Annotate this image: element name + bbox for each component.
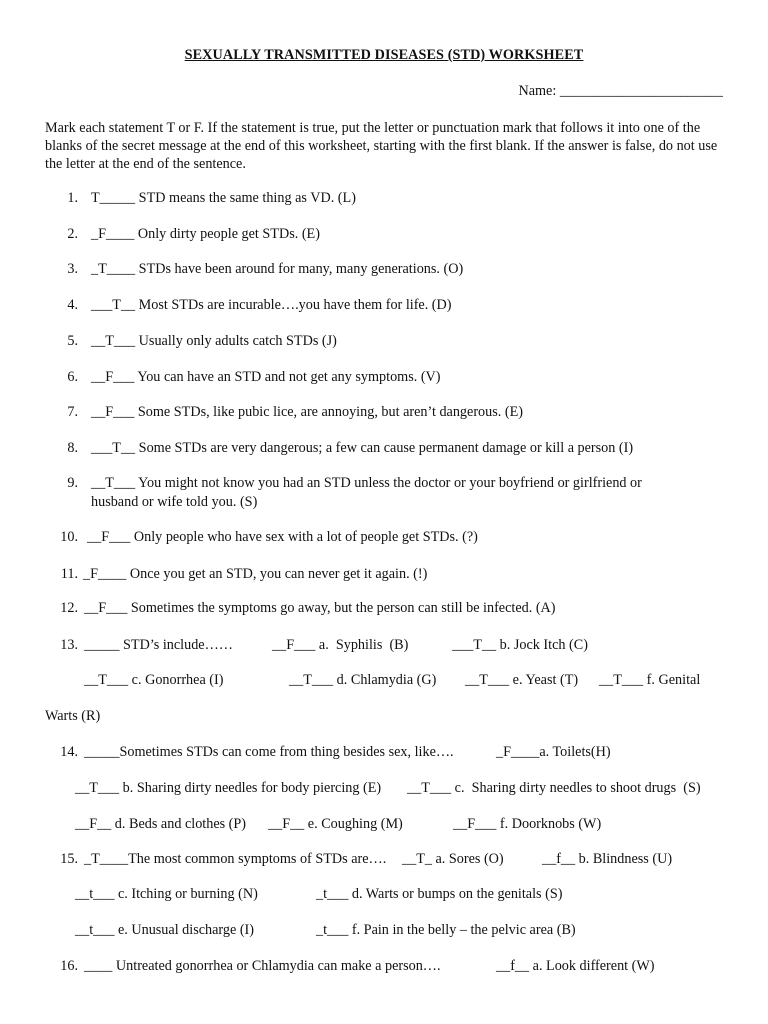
option-d: __T___ d. Chlamydia (G) bbox=[289, 672, 437, 688]
option-b: __f__ b. Blindness (U) bbox=[542, 851, 673, 867]
question-text: _T____ STDs have been around for many, many generations. (O) bbox=[91, 261, 464, 277]
question-text: ___T__ Most STDs are incurable….you have them for life. (D) bbox=[91, 297, 452, 313]
option-a: __f__ a. Look different (W) bbox=[496, 958, 655, 974]
question-number: 4. bbox=[67, 297, 78, 313]
question-number: 13. bbox=[60, 637, 78, 653]
option-f: __T___ f. Genital bbox=[599, 672, 701, 688]
question-number: 2. bbox=[67, 226, 78, 242]
question-number: 15. bbox=[60, 851, 78, 867]
question-number: 7. bbox=[67, 404, 78, 420]
name-field[interactable]: Name: _______________________ bbox=[518, 83, 723, 99]
question-text-continued: husband or wife told you. (S) bbox=[91, 494, 258, 510]
question-text: __F___ You can have an STD and not get any symptoms. (V) bbox=[91, 369, 441, 385]
question-text: __T___ You might not know you had an STD unless the doctor or your boyfriend or girlfriend or bbox=[91, 475, 642, 491]
option-e: __F__ e. Coughing (M) bbox=[268, 816, 403, 832]
option-a: _F____a. Toilets(H) bbox=[496, 744, 611, 760]
question-number: 16. bbox=[60, 958, 78, 974]
option-e: __t___ e. Unusual discharge (I) bbox=[75, 922, 255, 938]
question-number: 5. bbox=[67, 333, 78, 349]
option-c: __T___ c. Gonorrhea (I) bbox=[84, 672, 224, 688]
question-number: 9. bbox=[67, 475, 78, 491]
option-d: _t___ d. Warts or bumps on the genitals (S) bbox=[316, 886, 563, 902]
question-stem: _____Sometimes STDs can come from thing besides sex, like…. bbox=[84, 744, 454, 760]
question-number: 8. bbox=[67, 440, 78, 456]
question-text: __T___ Usually only adults catch STDs (J) bbox=[91, 333, 337, 349]
question-number: 14. bbox=[60, 744, 78, 760]
question-text: __F___ Sometimes the symptoms go away, but the person can still be infected. (A) bbox=[84, 600, 556, 616]
question-stem: ____ Untreated gonorrhea or Chlamydia can make a person…. bbox=[84, 958, 441, 974]
question-text: ___T__ Some STDs are very dangerous; a few can cause permanent damage or kill a person (I) bbox=[91, 440, 634, 456]
option-b: __T___ b. Sharing dirty needles for body piercing (E) bbox=[75, 780, 382, 796]
option-e: __T___ e. Yeast (T) bbox=[465, 672, 579, 688]
question-number: 12. bbox=[60, 600, 78, 616]
question-number: 11. bbox=[60, 566, 78, 582]
option-b: ___T__ b. Jock Itch (C) bbox=[452, 637, 588, 653]
option-c: __t___ c. Itching or burning (N) bbox=[75, 886, 258, 902]
question-stem: _____ STD’s include…… bbox=[84, 637, 233, 653]
question-text: _F____ Once you get an STD, you can never get it again. (!) bbox=[83, 566, 428, 582]
question-text: T_____ STD means the same thing as VD. (L) bbox=[91, 190, 356, 206]
question-number: 1. bbox=[67, 190, 78, 206]
question-text: __F___ Some STDs, like pubic lice, are annoying, but aren’t dangerous. (E) bbox=[91, 404, 523, 420]
option-f: _t___ f. Pain in the belly – the pelvic area (B) bbox=[316, 922, 576, 938]
question-text: _F____ Only dirty people get STDs. (E) bbox=[91, 226, 320, 242]
option-a: __F___ a. Syphilis (B) bbox=[272, 637, 409, 653]
question-text: __F___ Only people who have sex with a lot of people get STDs. (?) bbox=[87, 529, 478, 545]
option-f: __F___ f. Doorknobs (W) bbox=[453, 816, 602, 832]
option-f-continued: Warts (R) bbox=[45, 708, 101, 724]
question-number: 3. bbox=[67, 261, 78, 277]
question-number: 6. bbox=[67, 369, 78, 385]
option-c: __T___ c. Sharing dirty needles to shoot drugs (S) bbox=[407, 780, 701, 796]
question-number: 10. bbox=[60, 529, 78, 545]
question-stem: _T____The most common symptoms of STDs are…. bbox=[84, 851, 387, 867]
option-a: __T_ a. Sores (O) bbox=[402, 851, 504, 867]
option-d: __F__ d. Beds and clothes (P) bbox=[75, 816, 247, 832]
instructions-paragraph: Mark each statement T or F. If the statement is true, put the letter or punctuation mark that follows it into one of the blanks of the secret message at the end of this worksheet, starting with the first blank. If the answer is false, do not use the letter at the end of the sentence. bbox=[45, 120, 718, 172]
worksheet-title: SEXUALLY TRANSMITTED DISEASES (STD) WORKSHEET bbox=[184, 47, 584, 63]
